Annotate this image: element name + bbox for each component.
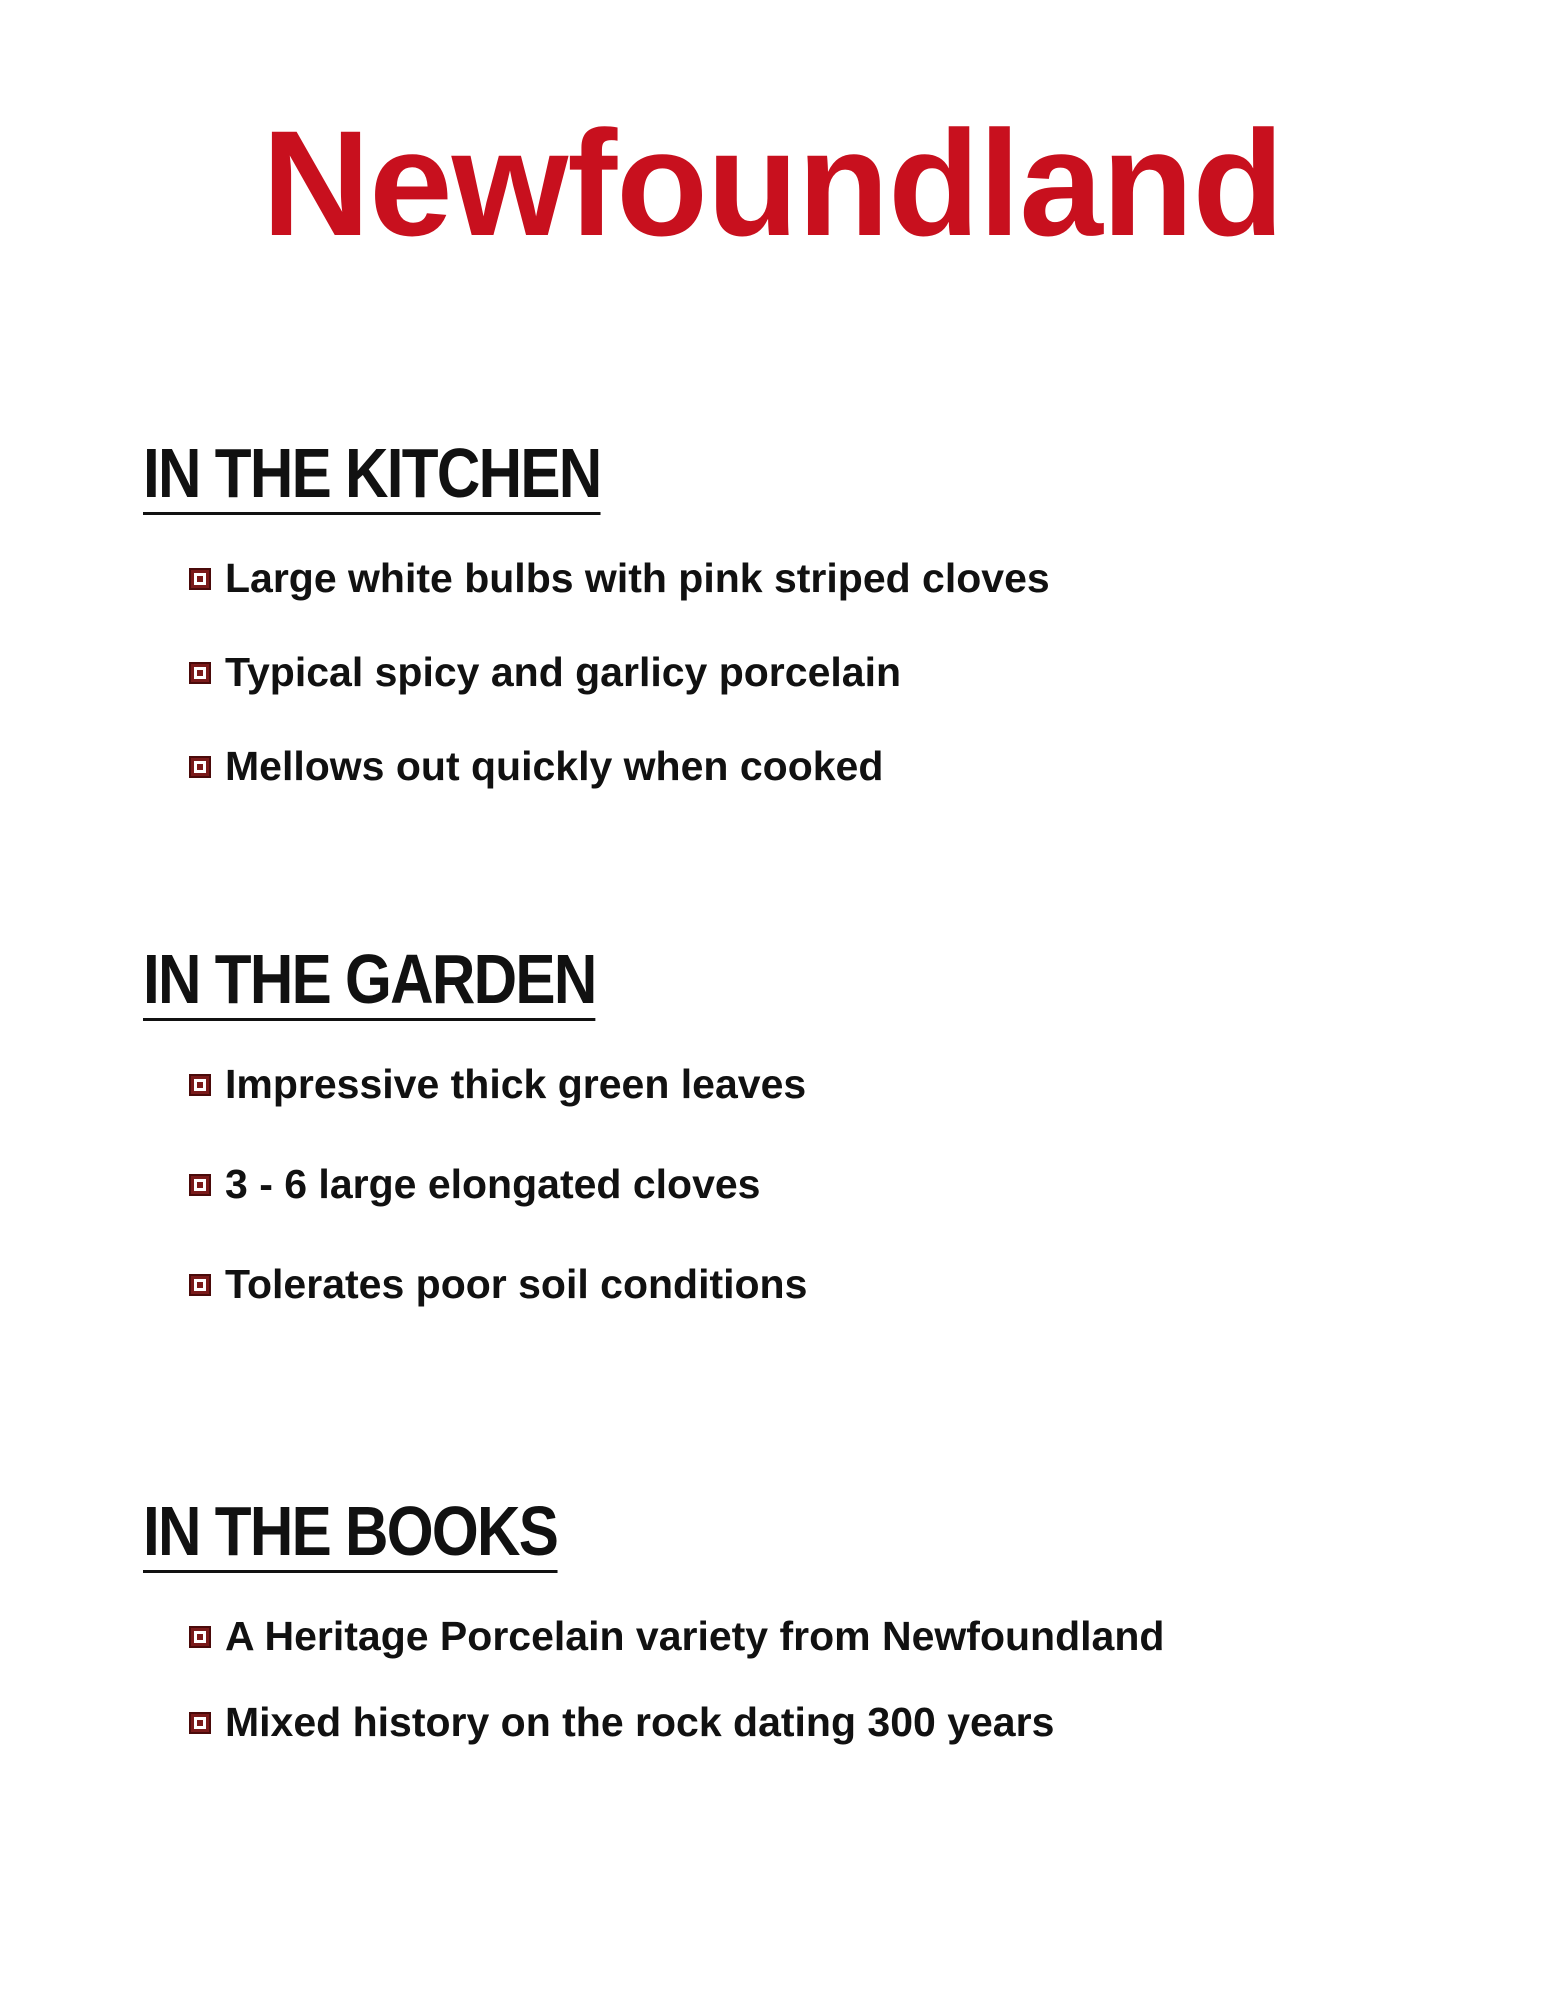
list-item [189, 555, 1050, 601]
list-item [189, 1261, 808, 1307]
section-garden [143, 940, 1443, 1307]
square-bullet-icon [189, 756, 211, 778]
square-bullet-icon [189, 1626, 211, 1648]
section-heading-books: IN THE BOOKS [143, 1496, 557, 1573]
list-item-text: 3 - 6 large elongated cloves [225, 1161, 761, 1207]
square-bullet-icon [189, 568, 211, 590]
list-item [189, 743, 884, 789]
square-bullet-icon [189, 1274, 211, 1296]
list-item-text: Impressive thick green leaves [225, 1061, 807, 1107]
list-item [189, 1161, 761, 1207]
square-bullet-icon [189, 1074, 211, 1096]
list-item [189, 649, 901, 695]
square-bullet-icon [189, 1712, 211, 1734]
square-bullet-icon [189, 1174, 211, 1196]
list-item [189, 1061, 807, 1107]
section-heading-garden: IN THE GARDEN [143, 944, 596, 1021]
section-books [143, 1492, 1443, 1745]
page-title: Newfoundland [261, 99, 1284, 267]
list-item-text: Mellows out quickly when cooked [225, 743, 884, 789]
section-kitchen [143, 434, 1443, 789]
square-bullet-icon [189, 662, 211, 684]
list-item-text: Large white bulbs with pink striped cloves [225, 555, 1050, 601]
section-heading-kitchen: IN THE KITCHEN [143, 438, 601, 515]
list-item-text: A Heritage Porcelain variety from Newfoundland [225, 1613, 1165, 1659]
list-item-text: Mixed history on the rock dating 300 years [225, 1699, 1055, 1745]
list-item-text: Typical spicy and garlicy porcelain [225, 649, 901, 695]
list-item [189, 1613, 1165, 1659]
list-item [189, 1699, 1055, 1745]
list-item-text: Tolerates poor soil conditions [225, 1261, 808, 1307]
